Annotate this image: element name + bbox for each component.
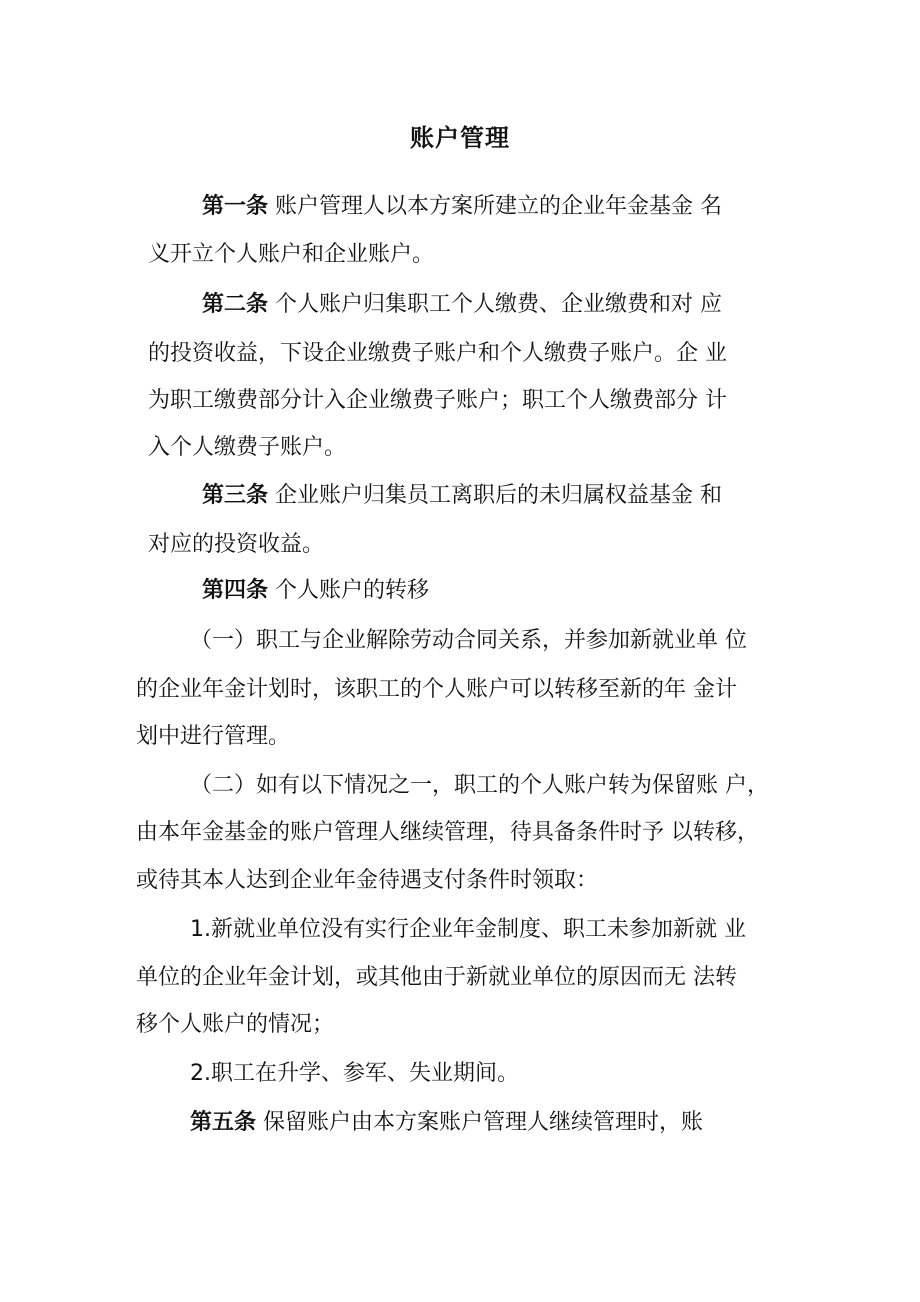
article-4-sub-1-line-2: 单位的企业年金计划，或其他由于新就业单位的原因而无 法转 [136, 965, 737, 990]
article-4-sub-2-line-1: 2.职工在升学、参军、失业期间。 [190, 1061, 519, 1086]
article-2-line-1 [202, 290, 722, 320]
article-4-item-1-line-2: 的企业年金计划时，该职工的个人账户可以转移至新的年 金计 [136, 677, 737, 702]
document-title: 账户管理 [410, 124, 510, 152]
article-5-heading: 第五条 [190, 1110, 257, 1135]
article-2-line-3: 为职工缴费部分计入企业缴费子账户；职工个人缴费部分 计 [148, 388, 727, 413]
article-4-sub-1-line-3: 移个人账户的情况； [136, 1012, 335, 1037]
article-1-text: 账户管理人以本方案所建立的企业年金基金 名 [275, 194, 723, 219]
article-4-heading: 第四条 [202, 578, 269, 603]
article-4-item-2-line-1: （二）如有以下情况之一，职工的个人账户转为保留账 户， [190, 773, 769, 798]
article-5-text: 保留账户由本方案账户管理人继续管理时，账 [263, 1110, 704, 1135]
article-2-text: 个人账户归集职工个人缴费、企业缴费和对 应 [275, 292, 723, 317]
article-4-item-1-line-3: 划中进行管理。 [136, 724, 291, 749]
article-4-sub-1-line-1: 1.新就业单位没有实行企业年金制度、职工未参加新就 业 [190, 917, 746, 942]
article-4-item-2-line-3: 或待其本人达到企业年金待遇支付条件时领取： [136, 868, 599, 893]
article-3-text: 企业账户归集员工离职后的未归属权益基金 和 [275, 483, 723, 508]
article-1-line-1 [202, 192, 722, 222]
article-2-heading: 第二条 [202, 292, 269, 317]
article-4-item-2-line-2: 由本年金基金的账户管理人继续管理，待具备条件时予 以转移， [136, 820, 759, 845]
article-3-line-2: 对应的投资收益。 [148, 532, 325, 557]
article-1-line-2: 义开立个人账户和企业账户。 [148, 242, 435, 267]
article-4-item-1-line-1: （一）职工与企业解除劳动合同关系，并参加新就业单 位 [190, 628, 747, 653]
article-3-line-1 [202, 481, 722, 511]
article-3-heading: 第三条 [202, 483, 269, 508]
article-5-line-1 [190, 1108, 703, 1138]
article-2-line-2: 的投资收益，下设企业缴费子账户和个人缴费子账户。企 业 [148, 341, 727, 366]
article-2-line-4: 入个人缴费子账户。 [148, 435, 347, 460]
article-4-line-1 [202, 576, 429, 606]
article-4-text: 个人账户的转移 [275, 578, 430, 603]
article-1-heading: 第一条 [202, 194, 269, 219]
